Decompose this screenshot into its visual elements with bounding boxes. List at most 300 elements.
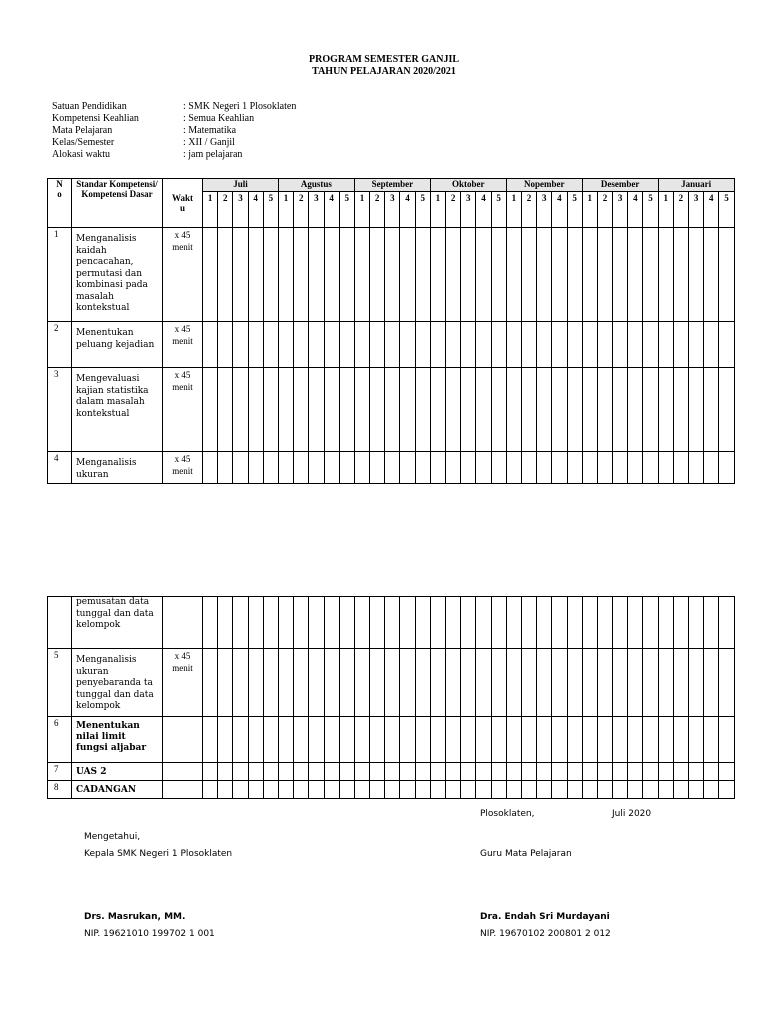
schedule-cell bbox=[537, 781, 552, 799]
table-row bbox=[48, 781, 735, 799]
schedule-cell bbox=[643, 649, 658, 717]
week-number: 3 bbox=[613, 192, 628, 228]
schedule-cell bbox=[628, 452, 643, 484]
schedule-cell bbox=[689, 763, 704, 781]
schedule-cell bbox=[415, 322, 430, 368]
schedule-table-continued bbox=[47, 596, 735, 799]
schedule-cell bbox=[582, 781, 597, 799]
competency-text: Menentukan peluang kejadian bbox=[72, 322, 163, 368]
schedule-cell bbox=[233, 228, 248, 322]
schedule-cell bbox=[506, 452, 521, 484]
schedule-cell bbox=[476, 228, 491, 322]
week-number: 1 bbox=[506, 192, 521, 228]
schedule-cell bbox=[309, 649, 324, 717]
schedule-cell bbox=[567, 781, 582, 799]
schedule-cell bbox=[689, 649, 704, 717]
schedule-cell bbox=[218, 717, 233, 763]
schedule-cell bbox=[446, 717, 461, 763]
row-number: 5 bbox=[48, 649, 72, 717]
schedule-cell bbox=[263, 322, 278, 368]
schedule-cell bbox=[491, 322, 506, 368]
schedule-cell bbox=[370, 717, 385, 763]
schedule-cell bbox=[491, 228, 506, 322]
info-key: Kompetensi Keahlian bbox=[52, 113, 139, 124]
schedule-cell bbox=[294, 597, 309, 649]
time-allocation bbox=[163, 717, 203, 763]
schedule-cell bbox=[461, 322, 476, 368]
schedule-cell bbox=[704, 649, 719, 717]
schedule-cell bbox=[537, 597, 552, 649]
schedule-cell bbox=[643, 322, 658, 368]
schedule-cell bbox=[385, 649, 400, 717]
schedule-cell bbox=[582, 368, 597, 452]
schedule-cell bbox=[673, 368, 688, 452]
schedule-cell bbox=[552, 649, 567, 717]
schedule-cell bbox=[491, 368, 506, 452]
schedule-cell bbox=[354, 649, 369, 717]
schedule-cell bbox=[278, 763, 293, 781]
schedule-cell bbox=[309, 763, 324, 781]
schedule-cell bbox=[673, 781, 688, 799]
schedule-cell bbox=[430, 649, 445, 717]
schedule-cell bbox=[415, 452, 430, 484]
schedule-cell bbox=[521, 717, 536, 763]
schedule-cell bbox=[339, 717, 354, 763]
month-header: Juli bbox=[203, 179, 279, 192]
schedule-cell bbox=[643, 368, 658, 452]
week-number: 4 bbox=[552, 192, 567, 228]
schedule-cell bbox=[263, 597, 278, 649]
schedule-cell bbox=[567, 763, 582, 781]
schedule-cell bbox=[521, 322, 536, 368]
month-header: Oktober bbox=[430, 179, 506, 192]
schedule-cell bbox=[537, 452, 552, 484]
time-allocation: x 45 menit bbox=[163, 649, 203, 717]
schedule-cell bbox=[537, 368, 552, 452]
schedule-cell bbox=[248, 228, 263, 322]
schedule-cell bbox=[218, 597, 233, 649]
schedule-cell bbox=[203, 452, 218, 484]
schedule-cell bbox=[613, 717, 628, 763]
principal-nip: NIP. 19621010 199702 1 001 bbox=[84, 929, 215, 939]
schedule-cell bbox=[673, 452, 688, 484]
info-value: : jam pelajaran bbox=[183, 149, 243, 160]
schedule-cell bbox=[567, 649, 582, 717]
schedule-cell bbox=[643, 781, 658, 799]
info-value: : SMK Negeri 1 Plosoklaten bbox=[183, 101, 297, 112]
schedule-cell bbox=[446, 368, 461, 452]
week-number: 4 bbox=[476, 192, 491, 228]
schedule-cell bbox=[719, 228, 734, 322]
table-row bbox=[48, 322, 735, 368]
schedule-cell bbox=[628, 322, 643, 368]
schedule-cell bbox=[446, 322, 461, 368]
schedule-cell bbox=[521, 368, 536, 452]
info-key: Satuan Pendidikan bbox=[52, 101, 127, 112]
schedule-cell bbox=[491, 597, 506, 649]
schedule-cell bbox=[263, 649, 278, 717]
schedule-cell bbox=[430, 452, 445, 484]
schedule-cell bbox=[233, 597, 248, 649]
week-number: 1 bbox=[582, 192, 597, 228]
schedule-cell bbox=[324, 597, 339, 649]
schedule-cell bbox=[689, 597, 704, 649]
month-header: Januari bbox=[658, 179, 734, 192]
schedule-cell bbox=[263, 452, 278, 484]
week-number: 3 bbox=[309, 192, 324, 228]
schedule-cell bbox=[567, 228, 582, 322]
time-allocation: x 45 menit bbox=[163, 368, 203, 452]
week-number: 1 bbox=[203, 192, 218, 228]
schedule-cell bbox=[233, 763, 248, 781]
schedule-cell bbox=[324, 649, 339, 717]
schedule-cell bbox=[415, 763, 430, 781]
schedule-cell bbox=[643, 717, 658, 763]
schedule-cell bbox=[506, 322, 521, 368]
schedule-cell bbox=[278, 717, 293, 763]
teacher-title: Guru Mata Pelajaran bbox=[480, 849, 572, 859]
schedule-cell bbox=[385, 228, 400, 322]
schedule-cell bbox=[567, 452, 582, 484]
competency-text: CADANGAN bbox=[72, 781, 163, 799]
document-title: PROGRAM SEMESTER GANJIL bbox=[308, 54, 459, 65]
schedule-cell bbox=[689, 717, 704, 763]
schedule-cell bbox=[385, 717, 400, 763]
competency-text: Menganalisis ukuran bbox=[72, 452, 163, 484]
schedule-cell bbox=[370, 597, 385, 649]
schedule-cell bbox=[658, 452, 673, 484]
schedule-cell bbox=[354, 781, 369, 799]
info-key: Kelas/Semester bbox=[52, 137, 115, 148]
schedule-cell bbox=[689, 452, 704, 484]
schedule-cell bbox=[339, 452, 354, 484]
schedule-cell bbox=[309, 368, 324, 452]
schedule-cell bbox=[719, 717, 734, 763]
schedule-cell bbox=[248, 763, 263, 781]
header-competency: Standar Kompetensi/ Kompetensi Dasar bbox=[72, 179, 163, 228]
schedule-cell bbox=[400, 597, 415, 649]
schedule-cell bbox=[658, 322, 673, 368]
schedule-cell bbox=[218, 781, 233, 799]
schedule-cell bbox=[643, 452, 658, 484]
schedule-cell bbox=[446, 781, 461, 799]
competency-text: Menentukan nilai limit fungsi aljabar bbox=[72, 717, 163, 763]
schedule-cell bbox=[658, 368, 673, 452]
schedule-cell bbox=[446, 649, 461, 717]
table-row bbox=[48, 228, 735, 322]
time-allocation: x 45 menit bbox=[163, 228, 203, 322]
schedule-cell bbox=[658, 597, 673, 649]
schedule-cell bbox=[689, 228, 704, 322]
schedule-cell bbox=[506, 649, 521, 717]
schedule-cell bbox=[415, 228, 430, 322]
schedule-cell bbox=[248, 717, 263, 763]
schedule-table bbox=[47, 178, 735, 484]
schedule-cell bbox=[719, 452, 734, 484]
schedule-cell bbox=[491, 717, 506, 763]
schedule-cell bbox=[385, 322, 400, 368]
schedule-cell bbox=[400, 228, 415, 322]
row-number: 7 bbox=[48, 763, 72, 781]
schedule-cell bbox=[233, 322, 248, 368]
schedule-cell bbox=[704, 368, 719, 452]
schedule-cell bbox=[294, 781, 309, 799]
schedule-cell bbox=[597, 717, 612, 763]
schedule-cell bbox=[491, 781, 506, 799]
info-value: : Semua Keahlian bbox=[183, 113, 255, 124]
schedule-cell bbox=[673, 228, 688, 322]
week-number: 5 bbox=[263, 192, 278, 228]
teacher-nip: NIP. 19670102 200801 2 012 bbox=[480, 929, 611, 939]
schedule-cell bbox=[597, 228, 612, 322]
schedule-cell bbox=[461, 368, 476, 452]
schedule-cell bbox=[203, 368, 218, 452]
schedule-cell bbox=[719, 781, 734, 799]
schedule-cell bbox=[339, 597, 354, 649]
schedule-cell bbox=[324, 368, 339, 452]
week-number: 2 bbox=[370, 192, 385, 228]
schedule-cell bbox=[203, 649, 218, 717]
schedule-cell bbox=[658, 763, 673, 781]
schedule-cell bbox=[704, 763, 719, 781]
schedule-cell bbox=[339, 649, 354, 717]
month-header: Desember bbox=[582, 179, 658, 192]
schedule-cell bbox=[324, 452, 339, 484]
schedule-cell bbox=[309, 781, 324, 799]
row-number: 4 bbox=[48, 452, 72, 484]
schedule-cell bbox=[339, 368, 354, 452]
week-number: 5 bbox=[415, 192, 430, 228]
schedule-cell bbox=[309, 452, 324, 484]
schedule-cell bbox=[719, 763, 734, 781]
info-value: : XII / Ganjil bbox=[183, 137, 235, 148]
schedule-cell bbox=[597, 322, 612, 368]
schedule-cell bbox=[582, 228, 597, 322]
schedule-cell bbox=[704, 322, 719, 368]
schedule-cell bbox=[461, 763, 476, 781]
schedule-cell bbox=[385, 763, 400, 781]
week-number: 4 bbox=[400, 192, 415, 228]
schedule-cell bbox=[521, 597, 536, 649]
schedule-cell bbox=[354, 322, 369, 368]
schedule-cell bbox=[597, 763, 612, 781]
schedule-cell bbox=[446, 597, 461, 649]
week-number: 2 bbox=[218, 192, 233, 228]
week-number: 5 bbox=[719, 192, 734, 228]
schedule-cell bbox=[537, 763, 552, 781]
schedule-cell bbox=[324, 322, 339, 368]
info-key: Alokasi waktu bbox=[52, 149, 111, 160]
schedule-cell bbox=[476, 597, 491, 649]
week-number: 2 bbox=[597, 192, 612, 228]
table-row bbox=[48, 597, 735, 649]
schedule-cell bbox=[567, 597, 582, 649]
schedule-cell bbox=[430, 781, 445, 799]
schedule-cell bbox=[643, 763, 658, 781]
schedule-cell bbox=[704, 717, 719, 763]
schedule-cell bbox=[552, 717, 567, 763]
schedule-cell bbox=[294, 763, 309, 781]
schedule-cell bbox=[643, 228, 658, 322]
week-number: 5 bbox=[567, 192, 582, 228]
schedule-cell bbox=[294, 717, 309, 763]
schedule-cell bbox=[613, 452, 628, 484]
schedule-cell bbox=[370, 781, 385, 799]
schedule-cell bbox=[461, 717, 476, 763]
document-subtitle: TAHUN PELAJARAN 2020/2021 bbox=[312, 66, 456, 77]
schedule-cell bbox=[400, 649, 415, 717]
principal-name: Drs. Masrukan, MM. bbox=[84, 912, 186, 922]
schedule-cell bbox=[400, 781, 415, 799]
schedule-cell bbox=[476, 649, 491, 717]
week-number: 1 bbox=[278, 192, 293, 228]
schedule-cell bbox=[278, 597, 293, 649]
schedule-cell bbox=[203, 597, 218, 649]
signing-date: Juli 2020 bbox=[612, 809, 652, 819]
schedule-cell bbox=[658, 228, 673, 322]
schedule-cell bbox=[613, 763, 628, 781]
schedule-cell bbox=[400, 452, 415, 484]
schedule-cell bbox=[233, 452, 248, 484]
schedule-cell bbox=[430, 597, 445, 649]
schedule-cell bbox=[218, 649, 233, 717]
schedule-cell bbox=[552, 322, 567, 368]
schedule-cell bbox=[719, 322, 734, 368]
schedule-cell bbox=[537, 228, 552, 322]
week-number: 1 bbox=[430, 192, 445, 228]
schedule-cell bbox=[567, 717, 582, 763]
schedule-cell bbox=[263, 763, 278, 781]
schedule-cell bbox=[203, 763, 218, 781]
schedule-cell bbox=[628, 781, 643, 799]
schedule-cell bbox=[506, 781, 521, 799]
week-number: 3 bbox=[689, 192, 704, 228]
week-number: 2 bbox=[446, 192, 461, 228]
schedule-cell bbox=[294, 322, 309, 368]
schedule-cell bbox=[415, 717, 430, 763]
table-row bbox=[48, 649, 735, 717]
schedule-cell bbox=[370, 228, 385, 322]
schedule-cell bbox=[278, 452, 293, 484]
schedule-cell bbox=[278, 322, 293, 368]
schedule-cell bbox=[704, 781, 719, 799]
schedule-cell bbox=[476, 717, 491, 763]
acknowledged-label: Mengetahui, bbox=[84, 832, 141, 842]
schedule-cell bbox=[658, 649, 673, 717]
month-header: September bbox=[354, 179, 430, 192]
schedule-cell bbox=[248, 452, 263, 484]
schedule-cell bbox=[248, 781, 263, 799]
schedule-cell bbox=[354, 717, 369, 763]
schedule-cell bbox=[491, 649, 506, 717]
schedule-cell bbox=[537, 649, 552, 717]
schedule-cell bbox=[552, 368, 567, 452]
schedule-cell bbox=[446, 763, 461, 781]
schedule-cell bbox=[461, 452, 476, 484]
competency-text: Mengevaluasi kajian statistika dalam masalah kontekstual bbox=[72, 368, 163, 452]
schedule-cell bbox=[552, 597, 567, 649]
schedule-cell bbox=[491, 452, 506, 484]
time-allocation: x 45 menit bbox=[163, 322, 203, 368]
schedule-cell bbox=[613, 649, 628, 717]
schedule-cell bbox=[263, 368, 278, 452]
schedule-cell bbox=[552, 452, 567, 484]
schedule-cell bbox=[400, 717, 415, 763]
schedule-cell bbox=[415, 649, 430, 717]
competency-text: pemusatan data tunggal dan data kelompok bbox=[72, 597, 163, 649]
schedule-cell bbox=[339, 781, 354, 799]
schedule-cell bbox=[294, 368, 309, 452]
schedule-cell bbox=[673, 717, 688, 763]
schedule-cell bbox=[324, 228, 339, 322]
schedule-cell bbox=[385, 597, 400, 649]
schedule-cell bbox=[400, 368, 415, 452]
schedule-cell bbox=[294, 452, 309, 484]
schedule-cell bbox=[203, 781, 218, 799]
week-number: 3 bbox=[233, 192, 248, 228]
schedule-cell bbox=[506, 228, 521, 322]
schedule-cell bbox=[339, 228, 354, 322]
schedule-cell bbox=[597, 781, 612, 799]
month-header: Nopember bbox=[506, 179, 582, 192]
schedule-cell bbox=[415, 597, 430, 649]
week-number: 5 bbox=[339, 192, 354, 228]
schedule-cell bbox=[689, 368, 704, 452]
schedule-cell bbox=[385, 452, 400, 484]
row-number: 6 bbox=[48, 717, 72, 763]
schedule-cell bbox=[461, 597, 476, 649]
schedule-cell bbox=[294, 228, 309, 322]
week-number: 2 bbox=[294, 192, 309, 228]
schedule-cell bbox=[400, 322, 415, 368]
schedule-cell bbox=[203, 717, 218, 763]
table-row bbox=[48, 452, 735, 484]
principal-title: Kepala SMK Negeri 1 Plosoklaten bbox=[84, 849, 233, 859]
week-number: 2 bbox=[673, 192, 688, 228]
schedule-cell bbox=[476, 781, 491, 799]
schedule-cell bbox=[370, 368, 385, 452]
schedule-cell bbox=[658, 781, 673, 799]
schedule-cell bbox=[628, 368, 643, 452]
schedule-cell bbox=[354, 452, 369, 484]
schedule-cell bbox=[218, 228, 233, 322]
schedule-cell bbox=[354, 228, 369, 322]
schedule-cell bbox=[628, 228, 643, 322]
time-allocation bbox=[163, 781, 203, 799]
schedule-cell bbox=[233, 649, 248, 717]
competency-text: UAS 2 bbox=[72, 763, 163, 781]
schedule-cell bbox=[248, 597, 263, 649]
schedule-cell bbox=[673, 322, 688, 368]
schedule-cell bbox=[643, 597, 658, 649]
schedule-cell bbox=[628, 597, 643, 649]
schedule-cell bbox=[263, 717, 278, 763]
schedule-cell bbox=[309, 597, 324, 649]
schedule-cell bbox=[628, 649, 643, 717]
week-number: 3 bbox=[537, 192, 552, 228]
row-number: 2 bbox=[48, 322, 72, 368]
schedule-cell bbox=[552, 763, 567, 781]
schedule-cell bbox=[658, 717, 673, 763]
schedule-cell bbox=[613, 228, 628, 322]
schedule-cell bbox=[506, 717, 521, 763]
schedule-cell bbox=[506, 763, 521, 781]
week-number: 4 bbox=[324, 192, 339, 228]
schedule-cell bbox=[567, 322, 582, 368]
header-no: N o bbox=[48, 179, 72, 228]
schedule-cell bbox=[430, 763, 445, 781]
table-row bbox=[48, 368, 735, 452]
